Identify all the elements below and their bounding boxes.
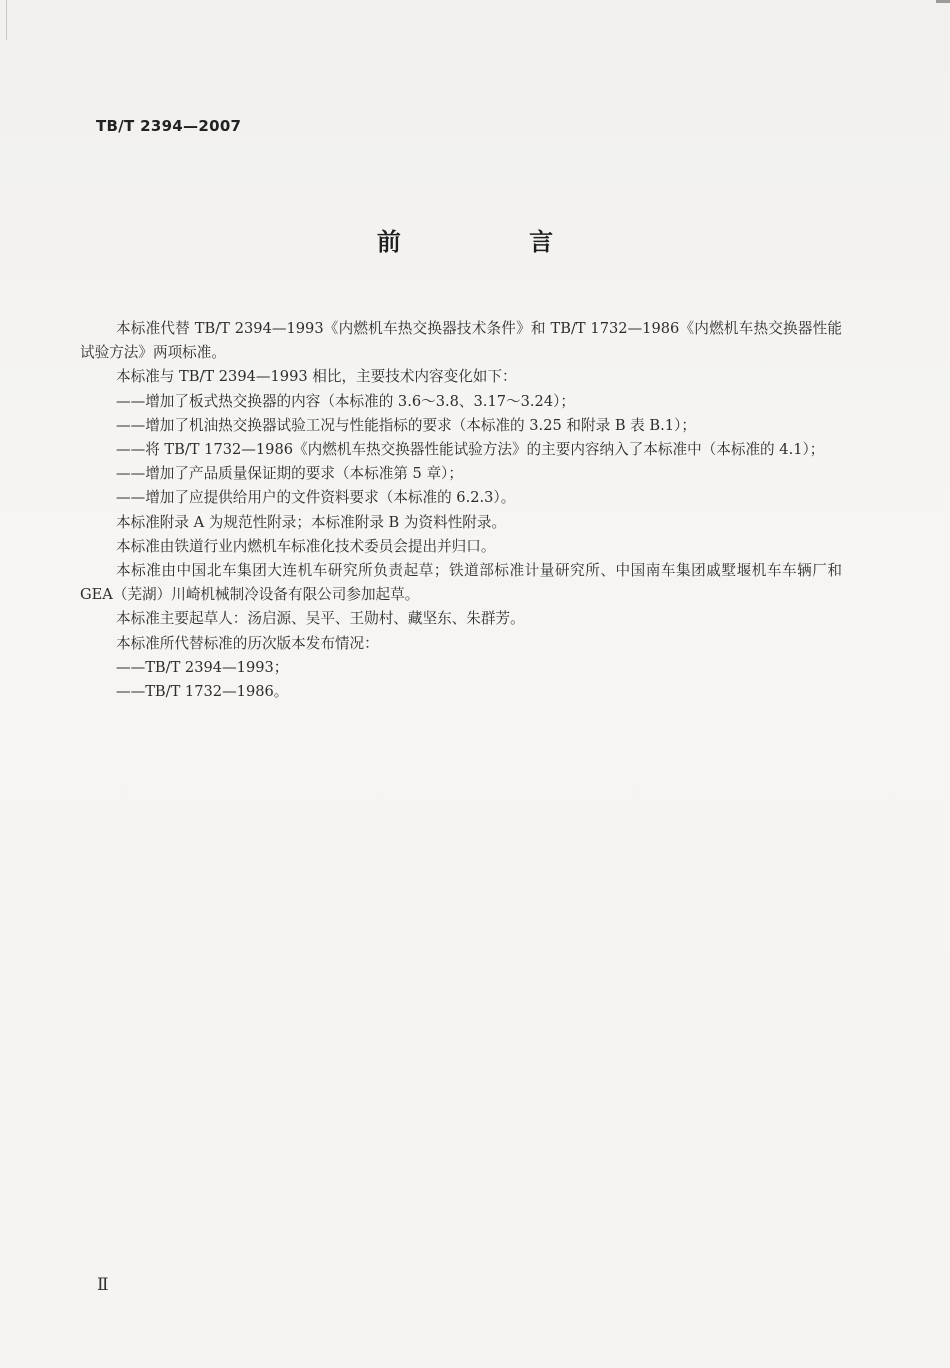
foreword-body — [80, 317, 842, 704]
paragraph: 本标准与 TB/T 2394—1993 相比，主要技术内容变化如下： — [116, 368, 517, 386]
list-item: ——增加了应提供给用户的文件资料要求（本标准的 6.2.3）。 — [116, 489, 516, 507]
list-item: ——TB/T 1732—1986。 — [116, 683, 289, 701]
page-title: 前 言 — [376, 228, 614, 256]
list-item: ——TB/T 2394—1993； — [116, 658, 289, 676]
paragraph: 本标准附录 A 为规范性附录；本标准附录 B 为资料性附录。 — [116, 513, 507, 531]
paragraph: 本标准代替 TB/T 2394—1993《内燃机车热交换器技术条件》和 TB/T 1732—1986《内燃机车热交换器性能试验方法》两项标准。 — [80, 320, 842, 362]
paragraph: 本标准主要起草人：汤启源、吴平、王勋村、藏坚东、朱群芳。 — [116, 610, 525, 628]
paragraph: 本标准所代替标准的历次版本发布情况： — [116, 634, 379, 652]
list-item: ——增加了产品质量保证期的要求（本标准第 5 章）； — [116, 465, 463, 483]
paragraph: 本标准由中国北车集团大连机车研究所负责起草；铁道部标准计量研究所、中国南车集团戚墅堰机车车辆厂和 GEA（芜湖）川崎机械制冷设备有限公司参加起草。 — [80, 562, 842, 604]
page-number: Ⅱ — [97, 1275, 109, 1295]
scan-corner-mark — [936, 0, 950, 3]
list-item: ——增加了机油热交换器试验工况与性能指标的要求（本标准的 3.25 和附录 B 表 B.1）； — [116, 416, 696, 434]
list-item: ——增加了板式热交换器的内容（本标准的 3.6～3.8、3.17～3.24）； — [116, 392, 575, 410]
standard-code: TB/T 2394—2007 — [96, 117, 242, 135]
scan-edge-mark — [6, 0, 7, 40]
list-item: ——将 TB/T 1732—1986《内燃机车热交换器性能试验方法》的主要内容纳入了本标准中（本标准的 4.1）； — [116, 441, 825, 459]
paragraph: 本标准由铁道行业内燃机车标准化技术委员会提出并归口。 — [116, 537, 496, 555]
